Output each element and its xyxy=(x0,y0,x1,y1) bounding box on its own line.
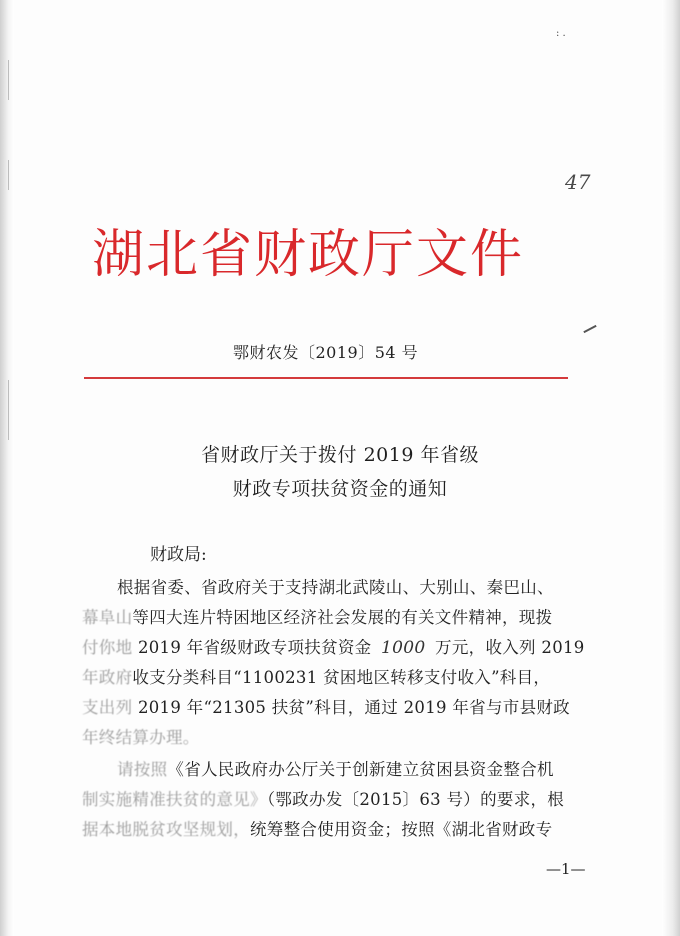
scan-edge-left xyxy=(0,0,14,936)
body-line-3 xyxy=(82,634,585,658)
body-line-4 xyxy=(82,664,550,688)
faded-text: 制实施精准扶贫的意见》 xyxy=(82,790,267,809)
faded-text: 年终结算办理。 xyxy=(82,728,200,747)
body-text: 万元，收入列 2019 xyxy=(429,638,585,657)
document-number: 鄂财农发〔2019〕54 号 xyxy=(233,343,419,362)
notice-title-line-2: 财政专项扶贫资金的通知 xyxy=(232,478,448,500)
page-number: —1— xyxy=(546,860,586,878)
body-text: （鄂政办发〔2015〕63 号）的要求，根 xyxy=(266,790,565,809)
body-line-2 xyxy=(82,604,552,628)
faded-text: 请按照 xyxy=(117,760,168,779)
body-line-6 xyxy=(82,724,200,748)
body-text: 根据省委、省政府关于支持湖北武陵山、大别山、秦巴山、 xyxy=(117,578,554,597)
body-text: 《省人民政府办公厅关于创新建立贫困县资金整合机 xyxy=(167,760,554,779)
body-line-1 xyxy=(117,574,554,598)
issuing-authority-header: 湖北省财政厅文件 xyxy=(92,225,525,285)
body-line-7 xyxy=(117,756,554,780)
addressee: 财政局: xyxy=(150,545,207,565)
red-separator-line xyxy=(84,377,568,379)
body-line-8 xyxy=(82,786,564,810)
faded-text: 幕阜山 xyxy=(82,608,133,627)
ink-specks: : . xyxy=(556,28,566,39)
pen-stroke xyxy=(583,325,596,333)
handwritten-page-mark: 47 xyxy=(565,170,591,194)
body-text: 2019 年“21305 扶贫”科目，通过 2019 年省与市县财政 xyxy=(132,698,570,717)
handwritten-amount: 1000 xyxy=(381,638,426,658)
scan-artifact xyxy=(8,160,9,190)
body-text: 2019 年省级财政专项扶贫资金 xyxy=(132,638,378,657)
faded-text: 据本地脱贫攻坚规划， xyxy=(82,820,250,839)
scan-artifact xyxy=(8,60,9,100)
faded-text: 年政府 xyxy=(82,668,133,687)
notice-title-line-1: 省财政厅关于拨付 2019 年省级 xyxy=(201,444,479,466)
body-text: 等四大连片特困地区经济社会发展的有关文件精神，现拨 xyxy=(132,608,553,627)
body-text: 收支分类科目“1100231 贫困地区转移支付收入”科目， xyxy=(132,668,551,687)
body-line-5 xyxy=(82,694,570,718)
body-text: 统筹整合使用资金；按照《湖北省财政专 xyxy=(250,820,553,839)
faded-text: 付你地 xyxy=(82,638,133,657)
body-line-9 xyxy=(82,816,552,840)
scan-edge-right xyxy=(662,0,680,936)
scan-artifact xyxy=(8,380,9,440)
faded-text: 支出列 xyxy=(82,698,133,717)
